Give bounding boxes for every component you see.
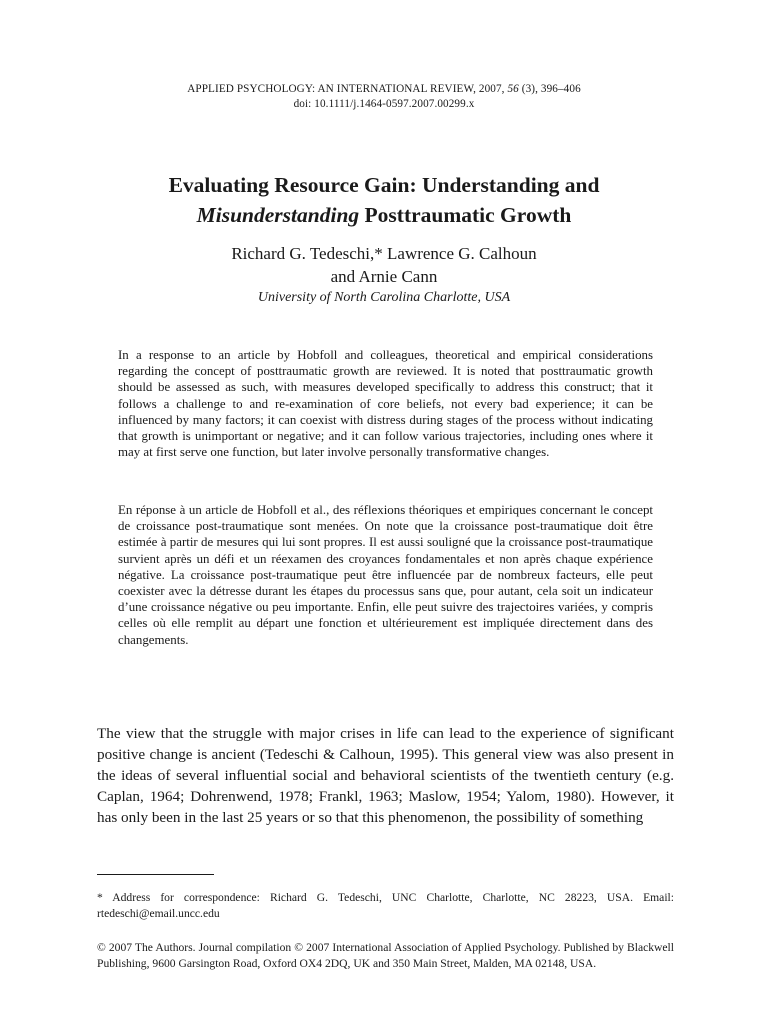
correspondence-footnote: * Address for correspondence: Richard G. Tedeschi, UNC Charlotte, Charlotte, NC 28223, USA. Email: rtedeschi@email.uncc.edu	[97, 891, 674, 920]
journal-volume: 56	[507, 83, 519, 95]
journal-name: APPLIED PSYCHOLOGY: AN INTERNATIONAL REVIEW, 2007,	[187, 83, 505, 95]
journal-header	[0, 82, 768, 112]
copyright-notice: © 2007 The Authors. Journal compilation © 2007 International Association of Applied Psychology. Published by Blackwell Publishing, 9600 Garsington Road, Oxford OX4 2DQ, UK and 350 Main Street, Malden, MA 02148, USA.	[97, 941, 674, 970]
title-line-2	[60, 200, 708, 230]
authors-line-2: and Arnie Cann	[330, 267, 438, 286]
footnote-divider	[97, 874, 214, 875]
author-list	[60, 242, 708, 288]
title-italic-word: Misunderstanding	[196, 203, 360, 227]
title-line-2-rest: Posttraumatic Growth	[364, 203, 572, 227]
abstract-english: In a response to an article by Hobfoll and colleagues, theoretical and empirical considerations regarding the concept of posttraumatic growth are reviewed. It is noted that posttraumatic growth should be assessed as such, with measures developed specifically to address this construct; that it follows a challenge to and re-examination of core beliefs, not every bad experience; it can be influenced by many factors; it can coexist with distress during stages of the process without indicating that growth is unimportant or negative; and it can follow various trajectories, including ones where it may at first serve one function, but later involve personally transformative changes.	[118, 348, 653, 460]
abstract-french: En réponse à un article de Hobfoll et al., des réflexions théoriques et empiriques concernant le concept de croissance post-traumatique sont menées. On note que la croissance post-traumatique doit être estimée à partir de mesures qui lui sont propres. Il est aussi souligné que la croissance post-traumatique survient après un défi et un réexamen des croyances fondamentales et non après chaque expérience négative. La croissance post-traumatique peut être influencée par de nombreux facteurs, elle peut coexister avec la détresse durant les étapes du processus sans que, pour autant, cela soit un indicateur d’une croissance négative ou peu importante. Enfin, elle peut suivre des trajectoires variées, y compris celles où elle remplit au départ une fonction et ultérieurement est impliquée directement dans des changements.	[118, 503, 653, 647]
journal-issue-pages: (3), 396–406	[521, 83, 581, 95]
journal-citation	[0, 82, 768, 97]
doi: doi: 10.1111/j.1464-0597.2007.00299.x	[293, 98, 475, 110]
authors-line-1: Richard G. Tedeschi,* Lawrence G. Calhoun	[231, 244, 537, 263]
title-line-1: Evaluating Resource Gain: Understanding and	[168, 173, 600, 197]
article-title	[60, 170, 708, 230]
body-paragraph: The view that the struggle with major crises in life can lead to the experience of significant positive change is ancient (Tedeschi & Calhoun, 1995). This general view was also present in the ideas of several influential social and behavioral scientists of the twentieth century (e.g. Caplan, 1964; Dohrenwend, 1978; Frankl, 1963; Maslow, 1954; Yalom, 1980). However, it has only been in the last 25 years or so that this phenomenon, the possibility of something	[97, 725, 674, 826]
affiliation: University of North Carolina Charlotte, USA	[257, 290, 511, 305]
